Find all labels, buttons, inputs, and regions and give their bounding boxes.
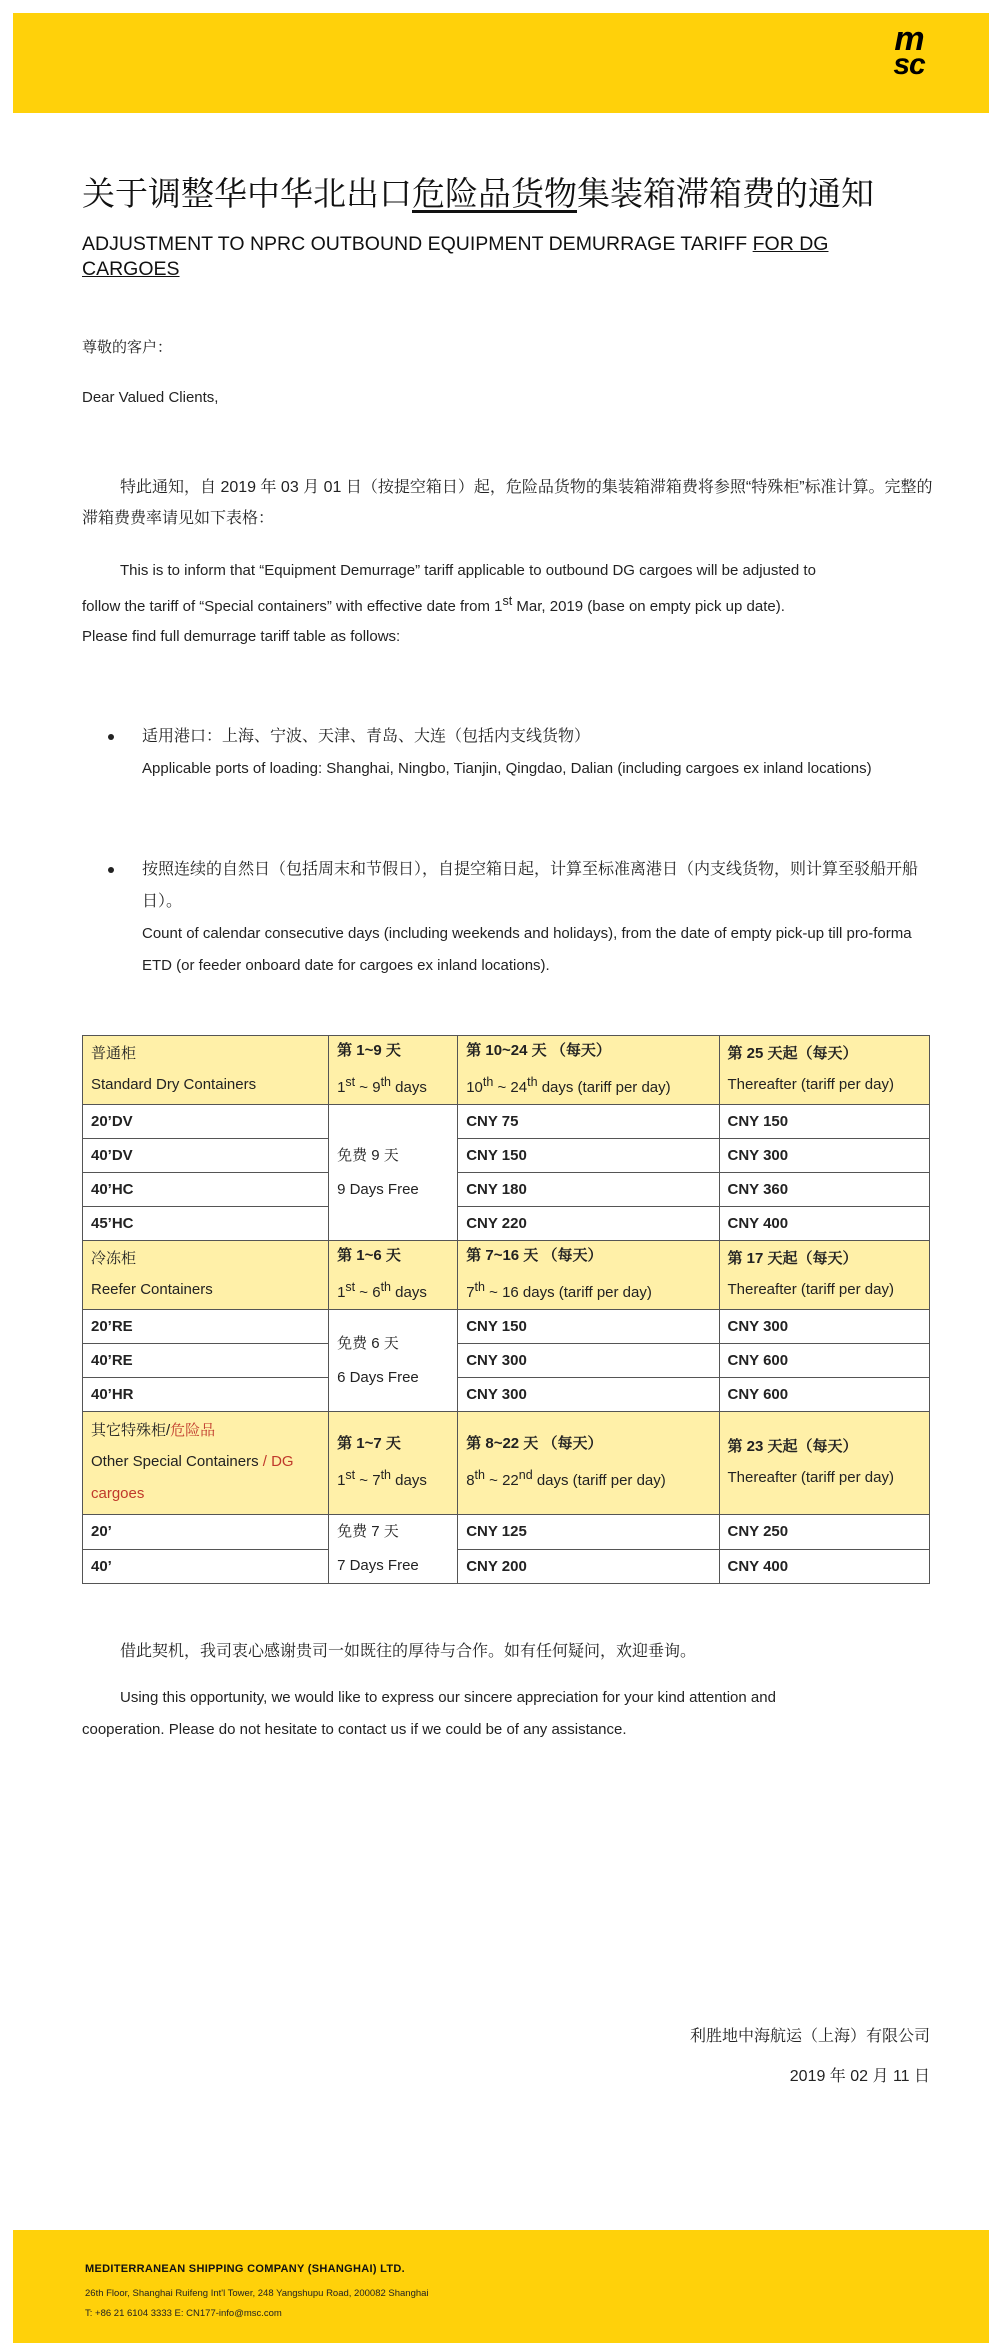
bullet-dot-icon [108, 867, 114, 873]
table-header-row-dry [83, 1036, 930, 1105]
footer-address: 26th Floor, Shanghai Ruifeng Int'l Tower, 248 Yangshupu Road, 200082 Shanghai [85, 2288, 429, 2299]
header-cell: 第 23 天起（每天） Thereafter (tariff per day) [719, 1412, 930, 1515]
intro-en: This is to inform that “Equipment Demurrage” tariff applicable to outbound DG cargoes will be adjusted to follow the tariff of “Special containers” with effective date from 1st Mar, 2019 (base on empty pick up date). Please find full demurrage tariff table as follows: [82, 562, 816, 645]
header-cell: 冷冻柜 Reefer Containers [83, 1241, 329, 1310]
header-cell: 第 25 天起（每天） Thereafter (tariff per day) [719, 1036, 930, 1105]
header-cell: 第 7~16 天 （每天） 7th ~ 16 days (tariff per day) [458, 1241, 719, 1310]
top-brand-band [13, 13, 989, 113]
header-cell: 第 8~22 天 （每天） 8th ~ 22nd days (tariff per day) [458, 1412, 719, 1515]
header-cell: 第 17 天起（每天） Thereafter (tariff per day) [719, 1241, 930, 1310]
table-row: 40’RE CNY 300 CNY 600 [83, 1344, 930, 1378]
table-row: 40’ CNY 200 CNY 400 [83, 1549, 930, 1584]
table-row: 45’HC CNY 220 CNY 400 [83, 1207, 930, 1241]
closing-zh: 借此契机，我司衷心感谢贵司一如既往的厚待与合作。如有任何疑问，欢迎垂询。 [120, 1643, 697, 1660]
header-cell: 第 1~7 天 1st ~ 7th days [329, 1412, 458, 1515]
bullet-dot-icon [108, 734, 114, 740]
intro-zh: 特此通知，自 2019 年 03 月 01 日（按提空箱日）起，危险品货物的集装箱滞箱费将参照“特殊柜”标准计算。完整的滞箱费费率请见如下表格： [82, 479, 933, 527]
footer-brand-band [13, 2230, 989, 2343]
footer-contact: T: +86 21 6104 3333 E: CN177-info@msc.com [85, 2308, 282, 2319]
greeting-en: Dear Valued Clients, [82, 389, 219, 406]
signature-date: 2019 年 02 月 11 日 [789, 2068, 930, 2085]
table-row: 20’RE 免费 6 天 6 Days Free CNY 150 CNY 300 [83, 1310, 930, 1344]
table-row: 20’ 免费 7 天 7 Days Free CNY 125 CNY 250 [83, 1515, 930, 1550]
free-days-cell: 免费 6 天 6 Days Free [329, 1310, 458, 1412]
bullet-counting: 按照连续的自然日（包括周末和节假日），自提空箱日起，计算至标准离港日（内支线货物，则计算至驳船开船日）。 Count of calendar consecutive days (including weekends and holidays), from the date of empty pick-up till pro-forma ETD (or feeder onboard date for cargoes ex inland locations). [108, 854, 928, 982]
table-row: 40’DV CNY 150 CNY 300 [83, 1139, 930, 1173]
table-row: 40’HR CNY 300 CNY 600 [83, 1378, 930, 1412]
header-cell: 普通柜 Standard Dry Containers [83, 1036, 329, 1105]
msc-logo: m sc [893, 20, 925, 81]
footer-company-name: MEDITERRANEAN SHIPPING COMPANY (SHANGHAI) LTD. [85, 2263, 405, 2275]
table-row: 20’DV 免费 9 天 9 Days Free CNY 75 CNY 150 [83, 1105, 930, 1139]
table-header-row-reefer [83, 1241, 930, 1310]
header-cell: 其它特殊柜/危险品 Other Special Containers / DG cargoes [83, 1412, 329, 1515]
header-cell: 第 10~24 天 （每天） 10th ~ 24th days (tariff per day) [458, 1036, 719, 1105]
closing-en: Using this opportunity, we would like to express our sincere appreciation for your kind attention and cooperation. Please do not hesitate to contact us if we could be of any assistance. [82, 1689, 776, 1738]
signature-company: 利胜地中海航运（上海）有限公司 [689, 2028, 930, 2045]
table-header-row-special [83, 1412, 930, 1515]
free-days-cell: 免费 7 天 7 Days Free [329, 1515, 458, 1584]
greeting-zh: 尊敬的客户： [82, 339, 173, 356]
free-days-cell: 免费 9 天 9 Days Free [329, 1105, 458, 1241]
notice-title-zh: 关于调整华中华北出口危险品货物集装箱滞箱费的通知 [82, 174, 874, 213]
header-cell: 第 1~6 天 1st ~ 6th days [329, 1241, 458, 1310]
table-row: 40’HC CNY 180 CNY 360 [83, 1173, 930, 1207]
bullet-ports: 适用港口：上海、宁波、天津、青岛、大连（包括内支线货物） Applicable ports of loading: Shanghai, Ningbo, Tianjin, Qingdao, Dalian (including cargoes ex inland locations) [108, 721, 928, 785]
header-cell: 第 1~9 天 1st ~ 9th days [329, 1036, 458, 1105]
demurrage-tariff-table [82, 1035, 930, 1584]
notice-title-en: ADJUSTMENT TO NPRC OUTBOUND EQUIPMENT DEMURRAGE TARIFF FOR DG CARGOES [82, 233, 829, 280]
